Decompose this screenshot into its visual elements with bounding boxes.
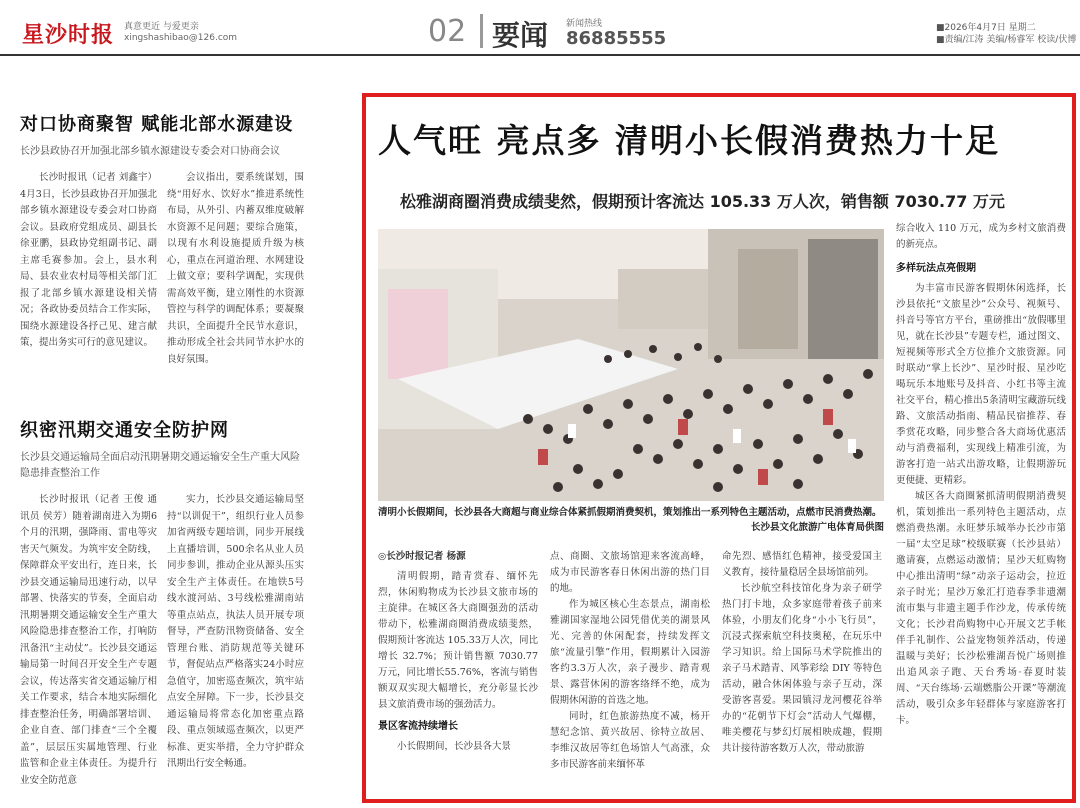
article-subtitle: 长沙县交通运输局全面启动汛期暑期交通运输安全生产重大风险隐患排查整治工作 xyxy=(20,452,300,479)
reporter-byline: ◎长沙时报记者 杨源 xyxy=(378,551,466,562)
subheadline: 松雅湖商圈消费成绩斐然，假期预计客流达 105.33 万人次，销售额 7030.77 万元 xyxy=(400,192,1005,211)
photo-credit: 长沙县文化旅游广电体育局供图 xyxy=(750,522,884,533)
newspaper-logo: 星沙时报 xyxy=(22,23,115,48)
article-water xyxy=(20,110,304,368)
paragraph: 命先烈、感悟红色精神，接受爱国主义教育，接待量稳居全县场馆前列。 xyxy=(722,551,882,578)
feature-column xyxy=(722,549,882,773)
feature-column xyxy=(378,549,538,773)
article-text: 长沙时报讯（记者 王俊 通讯员 侯芳）随着湖南进入为期6个月的汛期，强降雨、雷电等灾害天气频发。为筑牢安全防线，保障群众平安出行，连日来，长沙县交通运输局迅速行动，以早部署、快落实的节奏，全面启动汛期暑期交通运输安全生产重大风险隐患排查整治工作，打响防汛备汛“主动仗”。长沙县交通运输局第一时间召开安全生产专题会议，传达落实省交通运输厅相关工作要求，结合本地实际细化排查整治任务，明确部署培训、企业自查、部门排查“三个全覆盖”，层层压实属地管理、行业监管和企业主体责任。为提升行业安全防范意 xyxy=(20,494,157,786)
paragraph: 同时，红色旅游热度不减，杨开慧纪念馆、黄兴故居、徐特立故居、李维汉故居等红色场馆人气高涨，众多市民游客前来缅怀革 xyxy=(550,711,710,770)
article-subtitle: 长沙县政协召开加强北部乡镇水源建设专委会对口协商会议 xyxy=(20,146,280,157)
divider xyxy=(480,14,483,48)
feature-right-column xyxy=(896,221,1066,729)
mall-crowd-photo xyxy=(378,229,884,501)
paragraph: 点、商圈、文旅场馆迎来客流高峰，成为市民游客春日休闲出游的热门目的地。 xyxy=(550,551,710,594)
feature-body xyxy=(378,549,884,773)
article-text: 长沙时报讯（记者 刘鑫宇）4月3日，长沙县政协召开加强北部乡镇水源建设专委会对口协商会议。县政府党组成员、副县长徐亚鹏，县政协党组副书记、副主席毛赛参加。会上，县水利局、县农业农村局等相关部门汇报了北部乡镇水源建设相关情况；各政协委员结合工作实际，围绕水源建设各抒己见、建言献策，提出务实可行的意见建议。 xyxy=(20,172,157,348)
section-heading: 景区客流持续增长 xyxy=(378,721,458,732)
section-heading: 多样玩法点亮假期 xyxy=(896,263,976,274)
paragraph: 作为城区核心生态景点，湖南松雅湖国家湿地公园凭借优美的湖景风光、完善的休闲配套，持续发挥文旅“流量引擎”作用，假期累计入园游客约3.3万人次，亲子漫步、踏青观景、露营休闲的游客络绎不绝，成为假期休闲游的首选之地。 xyxy=(550,599,710,706)
photo-caption xyxy=(378,505,884,535)
feature-column xyxy=(550,549,710,773)
feature-article xyxy=(362,93,1076,803)
article-body xyxy=(20,170,304,368)
headline: 人气旺 亮点多 清明小长假消费热力十足 xyxy=(378,121,1000,160)
editors: ■责编/江涛 美编/杨睿军 校读/伏博 xyxy=(936,35,1077,45)
email: xingshashibao@126.com xyxy=(124,33,238,43)
left-column xyxy=(20,110,304,789)
article-title: 织密汛期交通安全防护网 xyxy=(20,420,229,441)
article-traffic xyxy=(20,416,304,789)
article-text: 会议指出，要系统谋划，围绕“用好水、饮好水”推进系统性布局，从外引、内蓄双维度破解水资源不足问题；要综合施策，以现有水利设施提质升级为核心，重点在河道治理、水网建设上做文章；要科学调配，实现供需高效平衡，建立刚性的水资源管控与科学的调配体系；要凝聚共识，全面提升全民节水意识，推动形成全社会共同节水护水的良好氛围。 xyxy=(167,172,304,365)
issue-meta xyxy=(936,22,1076,46)
caption-text: 清明小长假期间，长沙县各大商超与商业综合体紧抓假期消费契机，策划推出一系列特色主题活动，点燃市民消费热潮。 xyxy=(378,507,882,518)
section-name: 要闻 xyxy=(492,19,549,52)
paragraph: 长沙航空科技馆化身为亲子研学热门打卡地，众多家庭带着孩子前来体验，小朋友们化身“小小飞行员”，沉浸式探索航空科技奥秘，在玩乐中学习知识。给上国际马术学院推出的亲子马术踏青、风筝彩绘 DIY 等特色活动，融合休闲体验与亲子互动，深受游客喜爱。果园镇浔龙河樱花谷举办的“花朝节下灯会”活动人气爆棚，唯美樱花与梦幻灯展相映成趣，假期共计接待游客数万人次，带动旅游 xyxy=(722,583,882,754)
hotline-number: 86885555 xyxy=(566,28,667,49)
slogan xyxy=(124,22,237,44)
paragraph: 城区各大商圈紧抓清明假期消费契机，策划推出一系列特色主题活动，点燃消费热潮。永旺梦乐城举办长沙市第一届“太空足球”校级联赛（长沙县站）邀请赛，点燃运动激情；星沙天虹购物中心推出清明“绿”动亲子运动会，拉近亲子时光；星沙万象汇打造春季非遗潮流市集与非遗主题手作沙龙，传承传统文化；长沙君尚购物中心开展文艺手帐伴手礼制作、公益宠物领养活动，传递温暖与美好；长沙松雅湖吾悦广场则推出追风亲子跑、天台秀场·春夏时装周、“天台练场·云端燃脂公开课”等潮流活动，吸引众多年轻群体与家庭游客打卡。 xyxy=(896,491,1066,726)
slogan-line: 真意更近 与爱更亲 xyxy=(124,22,199,32)
paragraph: 小长假期间，长沙县各大景 xyxy=(397,741,512,752)
page-number: 02 xyxy=(428,14,467,49)
article-text: 实力，长沙县交通运输局坚持“以训促干”，组织行业人员参加省两级专题培训，同步开展线上直播培训，500余名从业人员同步参训，推动企业从源头压实安全生产主体责任。在地铁5号线水渡河站、3号线松雅湖南站等重点站点，执法人员开展专项督导，严查防汛物资储备、安全管理台账、消防规范等关键环节，督促站点严格落实24小时应急值守，加密巡查频次，筑牢站点安全屏障。下一步，长沙县交通运输局将常态化加密重点路段、重点领域巡查频次，以更严标准、更实举措，全力守护群众汛期出行安全畅通。 xyxy=(167,494,304,769)
paragraph: 为丰富市民游客假期休闲选择，长沙县依托“文旅星沙”公众号、视频号、抖音号等官方平台，重磅推出“放假哪里见，就在长沙县”专题专栏，通过图文、短视频等形式全方位推介文旅资源。同时联动“掌上长沙”、星沙时报、星沙吃喝玩乐本地账号及抖音、小红书等主流社交平台，精心推出5条清明宝藏游玩线路、文旅活动指南、精品民宿推荐、春季赏花攻略，同步整合各大商场优惠活动与消费福利，实现线上精准引流，为游客打造一站式出游攻略，让假期游玩更便捷、更精彩。 xyxy=(896,283,1066,486)
hotline-label: 新闻热线 xyxy=(566,19,603,29)
paragraph: 综合收入 110 万元，成为乡村文旅消费的新亮点。 xyxy=(896,223,1066,250)
article-title: 对口协商聚智 赋能北部水源建设 xyxy=(20,114,294,135)
issue-date: ■2026年4月7日 星期二 xyxy=(936,23,1036,33)
article-body xyxy=(20,492,304,789)
masthead xyxy=(0,0,1080,56)
paragraph: 清明假期，踏青赏春、缅怀先烈，休闲购物成为长沙县文旅市场的主旋律。在城区各大商圈强劲的活动带动下，松雅湖商圈消费成绩斐然，假期预计客流达 105.33万人次，同比增长 32.7%；预计销售额 7030.77 万元，同比增长55.76%，客流与销售额双双实现大幅增长，充分彰显长沙县文旅消费市场的强劲活力。 xyxy=(378,571,538,710)
